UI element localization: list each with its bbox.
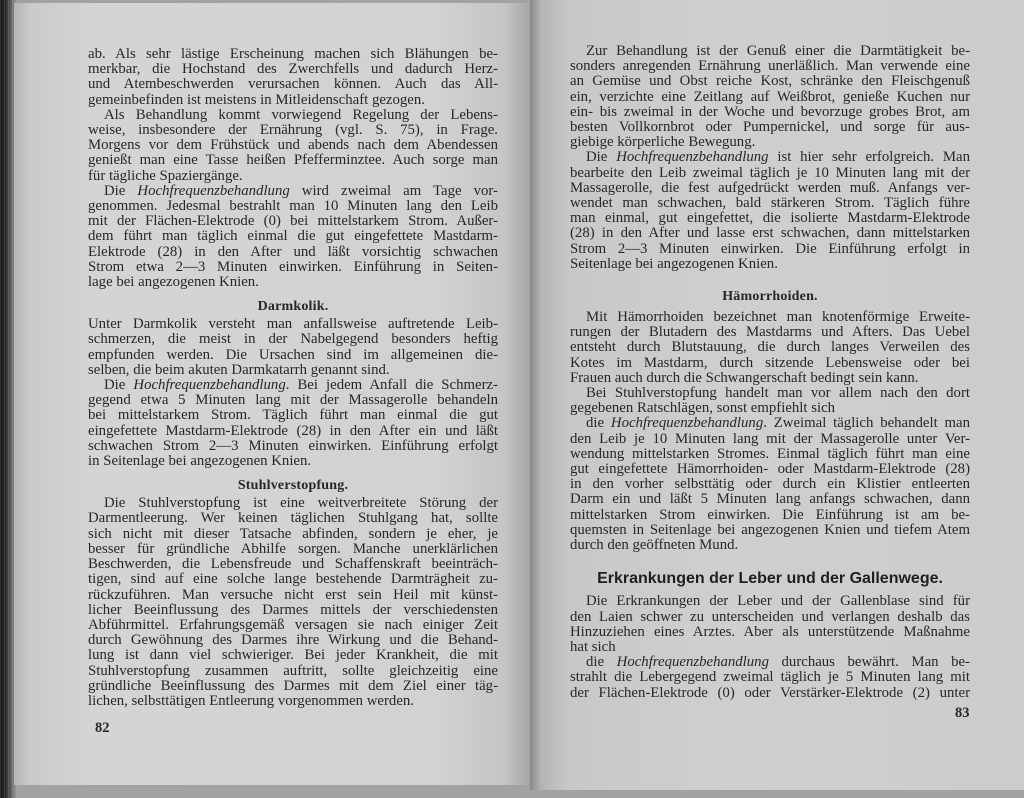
text-line bbox=[88, 557, 498, 572]
text-run: Beschwerden, die Lebensfreude und Schaffenskraft beeinträch- bbox=[88, 556, 498, 573]
italic-term: Hochfrequenzbehandlung bbox=[610, 415, 764, 432]
text-line bbox=[88, 138, 498, 153]
text-line bbox=[88, 275, 498, 290]
text-run: rungen der Blutadern des Mastdarms und Afters. Das Uebel bbox=[570, 324, 970, 341]
text-line bbox=[88, 229, 498, 244]
text-line bbox=[88, 62, 498, 77]
left-page-text bbox=[88, 47, 498, 709]
text-line bbox=[570, 166, 970, 181]
text-line bbox=[88, 47, 498, 62]
text-run: empfunden werden. Die Ursachen sind im allgemeinen die- bbox=[88, 346, 498, 363]
text-run: Morgens vor dem Frühstück und abends nach dem Abendessen bbox=[88, 137, 498, 154]
text-line bbox=[570, 625, 970, 640]
text-run: den Leib je 10 Minuten lang mit der Massagerolle unter Ver- bbox=[570, 430, 970, 447]
paragraph bbox=[570, 386, 970, 416]
text-run: . Zweimal täglich behandelt man bbox=[763, 415, 970, 432]
text-run: schwachen Strom 2—3 Minuten einwirken. Einführung erfolgt bbox=[88, 437, 498, 454]
text-line bbox=[88, 664, 498, 679]
text-line bbox=[570, 538, 970, 553]
text-line bbox=[570, 310, 970, 325]
text-line bbox=[570, 371, 970, 386]
text-run: Die Erkrankungen der Leber und der Gallenblase sind für bbox=[586, 593, 970, 610]
text-line bbox=[88, 260, 498, 275]
text-run: durch Gewöhnung des Darmes ihre Wirkung und die Behand- bbox=[88, 632, 498, 649]
text-line bbox=[88, 108, 498, 123]
text-run: Darmentleerung. Wer keinen täglichen Stuhlgang hat, sollte bbox=[88, 510, 498, 527]
text-run: Zur Behandlung ist der Genuß einer die Darmtätigkeit be- bbox=[586, 43, 970, 59]
text-run: in den vorher selbsttätig oder durch ein Klistier entleerten bbox=[570, 476, 970, 493]
text-run: wird zweimal am Tage vor- bbox=[289, 182, 498, 199]
text-line bbox=[570, 386, 970, 401]
paragraph bbox=[88, 108, 498, 184]
text-line bbox=[570, 492, 970, 507]
text-run: bei mittelstarkem Strom. Täglich führt man einmal die gut bbox=[88, 407, 498, 424]
text-run: Strom etwa 2—3 Minuten einwirken. Einführung in Seiten- bbox=[88, 258, 498, 275]
text-line bbox=[570, 462, 970, 477]
text-run: man einmal, gut eingefettet, die isolierte Mastdarm-Elektrode bbox=[570, 210, 970, 227]
text-line bbox=[570, 257, 970, 272]
italic-term: Hochfrequenzbehandlung bbox=[616, 149, 769, 166]
text-run: Massagerolle, die fest aufgedrückt werden muß. Anfangs ver- bbox=[570, 179, 970, 196]
text-run: entsteht durch Blutstauung, die durch langes Verweilen des bbox=[570, 339, 970, 356]
text-line bbox=[570, 150, 970, 165]
text-line bbox=[88, 214, 498, 229]
text-line bbox=[88, 496, 498, 511]
text-line bbox=[570, 447, 970, 462]
italic-term: Hochfrequenzbehandlung bbox=[133, 377, 286, 394]
text-line bbox=[88, 184, 498, 199]
text-line bbox=[88, 378, 498, 393]
page-number: 83 bbox=[955, 705, 970, 721]
text-line bbox=[570, 340, 970, 355]
text-run: schmerzen, die meist in der Nabelgegend besonders heftig bbox=[88, 331, 498, 348]
text-run: mit der Flächen-Elektrode (0) bei mittelstarkem Strom. Außer- bbox=[88, 213, 498, 230]
text-run: licher Beeinflussung des Darmes mittels der verschiedensten bbox=[88, 601, 498, 618]
text-line bbox=[88, 648, 498, 663]
paragraph bbox=[570, 416, 970, 553]
text-line bbox=[570, 181, 970, 196]
right-page-text bbox=[570, 44, 970, 701]
text-run: in Seitenlage bei angezogenen Knien. bbox=[88, 453, 312, 470]
text-run: Darm ein und läßt 5 Minuten lang anfangs schwachen, dann bbox=[570, 491, 970, 508]
text-run: gründliche Beeinflussung des Darmes mit dem Ziel einer täg- bbox=[88, 677, 498, 694]
text-run: Seitenlage bei angezogenen Knien. bbox=[570, 255, 778, 272]
paragraph bbox=[570, 44, 970, 150]
text-run: Abführmittel. Erfahrungsgemäß versagen sie nach einiger Zeit bbox=[88, 616, 498, 633]
text-run: dem führt man täglich einmal die gut eingefettete Mastdarm- bbox=[88, 228, 498, 245]
text-run: tigen, sind auf eine solche lange bestehende Darmträgheit zu- bbox=[88, 571, 498, 588]
text-run: strahlt die Lebergegend zweimal täglich je 5 Minuten lang mit bbox=[570, 669, 970, 686]
text-line bbox=[88, 454, 498, 469]
text-line bbox=[88, 245, 498, 260]
text-run: Unter Darmkolik versteht man anfallsweise auftretende Leib- bbox=[88, 316, 498, 333]
text-run: genommen. Jedesmal bestrahlt man 10 Minuten lang den Leib bbox=[88, 198, 498, 215]
text-line bbox=[88, 123, 498, 138]
text-line bbox=[570, 196, 970, 211]
text-run: hat sich bbox=[570, 638, 616, 655]
text-run: Frauen auch durch die Schwangerschaft bedingt sein kann. bbox=[570, 369, 919, 386]
paragraph bbox=[88, 496, 498, 709]
text-run: Als Behandlung kommt vorwiegend Regelung der Lebens- bbox=[104, 106, 498, 123]
text-line bbox=[88, 618, 498, 633]
text-run: gegend etwa 5 Minuten lang mit der Massagerolle behandeln bbox=[88, 392, 498, 409]
text-run: . Bei jedem Anfall die Schmerz- bbox=[285, 377, 498, 394]
text-run: ein- bis zweimal in der Woche und bevorzuge grobes Brot, am bbox=[570, 103, 970, 120]
text-run: und Atembeschwerden verursachen können. Auch das All- bbox=[88, 76, 498, 93]
text-run: (28) in den After und lasse erst schwachen, dann mittelstarken bbox=[570, 225, 970, 242]
text-run: bearbeite den Leib zweimal täglich je 10 Minuten lang mit der bbox=[570, 164, 970, 181]
text-run: Die Stuhlverstopfung ist eine weitverbreitete Störung der bbox=[104, 495, 498, 512]
section-heading: Darmkolik. bbox=[257, 299, 329, 315]
text-run: die bbox=[586, 654, 617, 671]
text-line bbox=[88, 572, 498, 587]
text-run: besser für gründliche Abhilfe sorgen. Manche unerklärlichen bbox=[88, 540, 498, 557]
text-line bbox=[88, 542, 498, 557]
text-run: lichen, selbsttätigen Entleerung vorgenommen werden. bbox=[88, 692, 414, 709]
text-line bbox=[570, 90, 970, 105]
text-line bbox=[570, 226, 970, 241]
text-line bbox=[570, 523, 970, 538]
paragraph bbox=[570, 310, 970, 386]
text-run: Die bbox=[104, 377, 134, 394]
text-line bbox=[570, 44, 970, 59]
text-run: giebige körperliche Bewegung. bbox=[570, 134, 756, 151]
text-line bbox=[88, 348, 498, 363]
chapter-heading: Erkrankungen der Leber und der Gallenwege. bbox=[597, 570, 943, 588]
text-run: selben, die beim akuten Darmkatarrh genannt sind. bbox=[88, 361, 390, 378]
text-line bbox=[570, 640, 970, 655]
text-line bbox=[570, 655, 970, 670]
text-line bbox=[570, 74, 970, 89]
text-run: sonders anregenden Ernährung unerläßlich. Man verwende eine bbox=[570, 58, 970, 75]
text-run: ist hier sehr erfolgreich. Man bbox=[768, 149, 970, 166]
page-number: 82 bbox=[95, 720, 110, 736]
text-line bbox=[570, 356, 970, 371]
text-run: sich nicht mit dieser Tatsache abfinden, sondern je eher, je bbox=[88, 525, 498, 542]
paragraph bbox=[570, 150, 970, 272]
section-heading: Stuhlverstopfung. bbox=[237, 478, 349, 494]
text-line bbox=[570, 59, 970, 74]
text-line bbox=[88, 439, 498, 454]
text-run: durch den geöffneten Mund. bbox=[570, 537, 739, 554]
text-line bbox=[88, 408, 498, 423]
text-run: gegebenen Ratschlägen, sonst empfiehlt sich bbox=[570, 400, 836, 417]
left-page bbox=[14, 3, 530, 785]
text-line bbox=[570, 105, 970, 120]
text-line bbox=[88, 424, 498, 439]
text-line bbox=[88, 332, 498, 347]
italic-term: Hochfrequenzbehandlung bbox=[137, 182, 290, 199]
text-line bbox=[570, 135, 970, 150]
text-run: Strom 2—3 Minuten einwirken. Die Einführung erfolgt in bbox=[570, 240, 970, 257]
text-line bbox=[570, 242, 970, 257]
text-line bbox=[570, 670, 970, 685]
text-run: lung ist dann viel schwieriger. Bei jeder Krankheit, die mit bbox=[88, 647, 498, 664]
text-line bbox=[88, 153, 498, 168]
text-line bbox=[570, 401, 970, 416]
text-line bbox=[88, 169, 498, 184]
text-run: eingefettete Mastdarm-Elektrode (28) in den After ein und läßt bbox=[88, 422, 498, 439]
text-line bbox=[570, 594, 970, 609]
text-run: Mit Hämorrhoiden bezeichnet man knotenförmige Erweite- bbox=[586, 309, 970, 326]
text-run: wendet man schwachen, bald stärkeren Strom. Täglich führe bbox=[570, 195, 970, 212]
text-run: rückzuführen. Man versuche nicht erst sein Heil mit künst- bbox=[88, 586, 498, 603]
text-line bbox=[570, 211, 970, 226]
text-run: die bbox=[586, 415, 611, 432]
text-line bbox=[88, 393, 498, 408]
text-run: an Gemüse und Obst reiche Kost, schränke den Fleischgenuß bbox=[570, 73, 970, 90]
text-run: Elektrode (28) in den After und läßt vorsichtig schwachen bbox=[88, 243, 498, 260]
text-run: genießt man eine Tasse heißen Pfefferminztee. Auch sorge man bbox=[88, 152, 498, 169]
text-run: Bei Stuhlverstopfung handelt man vor allem nach den dort bbox=[586, 385, 970, 402]
text-run: Stuhlverstopfung zusammen auftritt, sollte gleichzeitig eine bbox=[88, 662, 498, 679]
text-line bbox=[88, 511, 498, 526]
paragraph bbox=[88, 317, 498, 378]
italic-term: Hochfrequenzbehandlung bbox=[616, 654, 769, 671]
text-run: gemeinbefinden ist meistens in Mitleidenschaft gezogen. bbox=[88, 91, 425, 108]
paragraph bbox=[88, 378, 498, 469]
text-line bbox=[88, 363, 498, 378]
right-page bbox=[530, 0, 1024, 790]
paragraph bbox=[570, 655, 970, 701]
section-heading: Hämorrhoiden. bbox=[722, 289, 818, 305]
text-run: Die bbox=[104, 182, 138, 199]
text-run: ein, verzichte eine Zeitlang auf Weißbrot, genieße Kuchen nur bbox=[570, 88, 970, 105]
text-run: weise, insbesondere der Ernährung (vgl. S. 75), in Frage. bbox=[88, 122, 498, 139]
text-run: Die bbox=[586, 149, 617, 166]
text-run: lage bei angezogenen Knien. bbox=[88, 274, 259, 291]
text-line bbox=[570, 508, 970, 523]
text-line bbox=[88, 694, 498, 709]
text-run: der Flächen-Elektrode (0) oder Verstärker-Elektrode (2) unter bbox=[570, 684, 970, 701]
text-run: Hinzuziehen eines Arztes. Aber als unterstützende Maßnahme bbox=[570, 623, 970, 640]
paragraph bbox=[88, 184, 498, 290]
text-line bbox=[570, 325, 970, 340]
text-run: merkbar, die Hochstand des Zwerchfells und dadurch Herz- bbox=[88, 61, 498, 78]
text-line bbox=[88, 77, 498, 92]
text-line bbox=[570, 432, 970, 447]
text-line bbox=[88, 317, 498, 332]
text-run: mittelstarken Strom einwirken. Die Einführung ist am be- bbox=[570, 506, 970, 523]
text-line bbox=[88, 603, 498, 618]
text-line bbox=[570, 120, 970, 135]
paragraph bbox=[570, 594, 970, 655]
text-run: besten Vollkornbrot oder Pumpernickel, und sorge für aus- bbox=[570, 119, 970, 136]
paragraph bbox=[88, 47, 498, 108]
text-run: quemsten in Seitenlage bei angezogenen Knien und tiefem Atem bbox=[570, 521, 970, 538]
text-run: für tägliche Spaziergänge. bbox=[88, 167, 243, 184]
text-line bbox=[88, 199, 498, 214]
text-run: den Laien schwer zu unterscheiden und verlangen deshalb das bbox=[570, 608, 970, 625]
text-line bbox=[570, 686, 970, 701]
text-line bbox=[570, 610, 970, 625]
text-line bbox=[88, 588, 498, 603]
text-line bbox=[570, 477, 970, 492]
text-line bbox=[570, 416, 970, 431]
text-line bbox=[88, 679, 498, 694]
text-run: gut eingefettete Hämorrhoiden- oder Mastdarm-Elektrode (28) bbox=[570, 461, 970, 478]
text-run: wendung mittelstarken Stromes. Einmal täglich führt man eine bbox=[570, 445, 970, 462]
text-line bbox=[88, 93, 498, 108]
text-run: ab. Als sehr lästige Erscheinung machen sich Blähungen be- bbox=[88, 46, 498, 62]
text-run: Kotes im Mastdarm, durch sitzende Lebensweise oder bei bbox=[570, 354, 970, 371]
text-line bbox=[88, 633, 498, 648]
text-line bbox=[88, 527, 498, 542]
text-run: durchaus bewährt. Man be- bbox=[768, 654, 970, 671]
